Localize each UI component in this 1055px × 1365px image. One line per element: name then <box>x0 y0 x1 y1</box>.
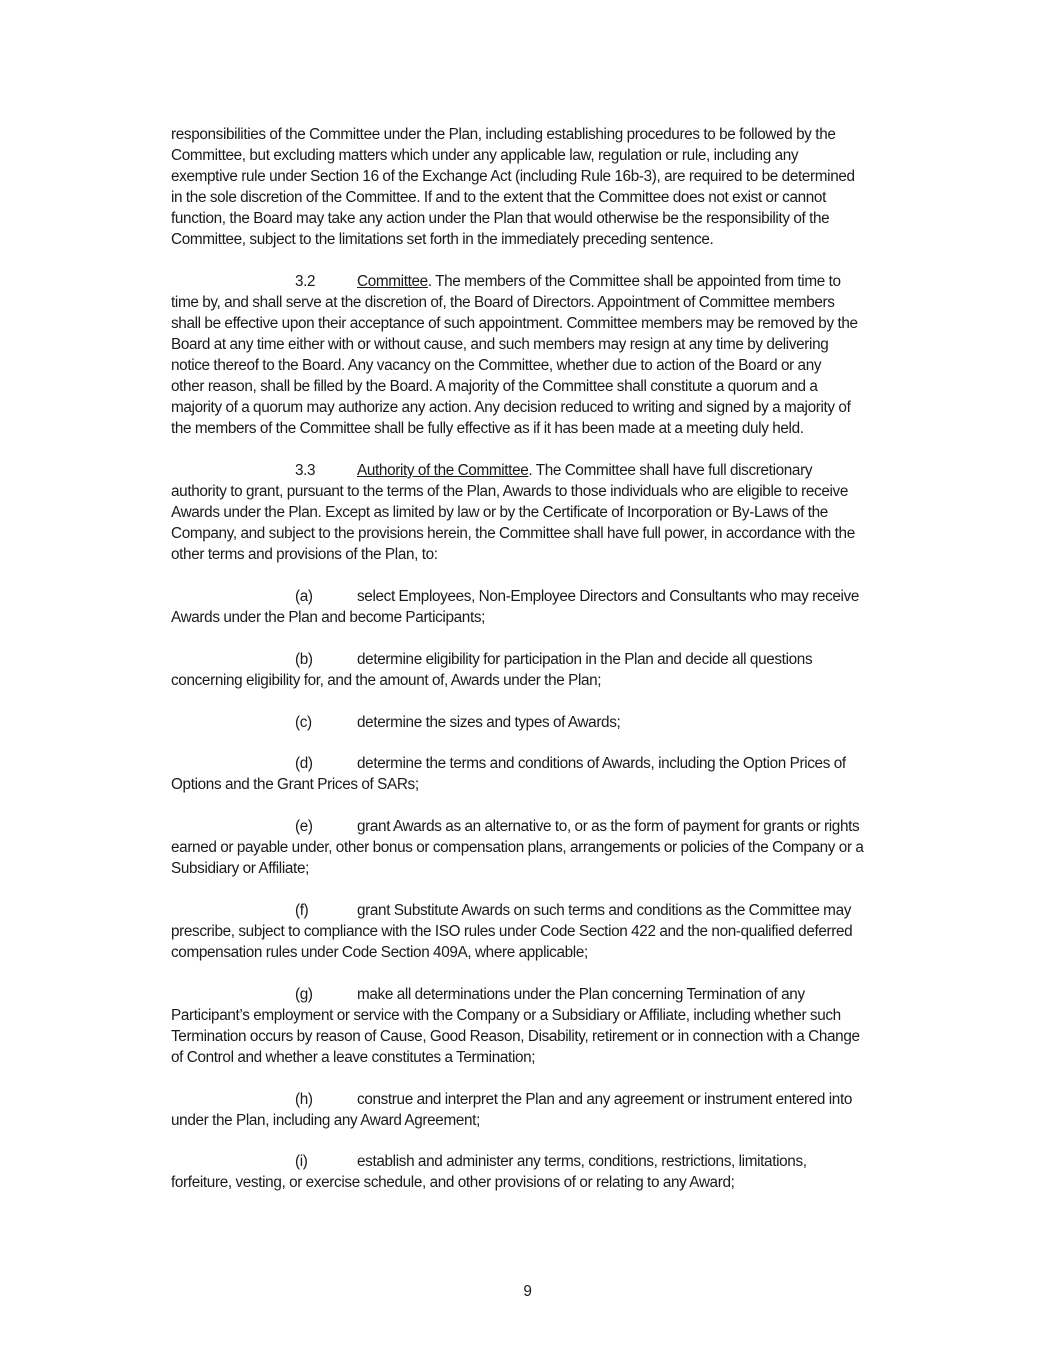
text-line: of Control and whether a leave constitutes a Termination; <box>171 1049 536 1066</box>
text-line: Subsidiary or Affiliate; <box>171 860 310 877</box>
text-line: other terms and provisions of the Plan, to: <box>171 546 438 563</box>
text-line: other reason, shall be filled by the Board. A majority of the Committee shall constitute a quorum and a <box>171 378 818 395</box>
item-text: grant Awards as an alternative to, or as the form of payment for grants or rights <box>357 818 860 835</box>
text-line: Options and the Grant Prices of SARs; <box>171 776 419 793</box>
section-heading: Authority of the Committee <box>357 462 529 479</box>
text-line: Termination occurs by reason of Cause, Good Reason, Disability, retirement or in connection with a Change <box>171 1028 860 1045</box>
item-text: determine the terms and conditions of Awards, including the Option Prices of <box>357 755 846 772</box>
item-label: (g) <box>295 986 313 1003</box>
section-text: . The Committee shall have full discretionary <box>528 462 813 479</box>
text-line: under the Plan, including any Award Agreement; <box>171 1112 480 1129</box>
item-label: (h) <box>295 1091 313 1108</box>
text-line: shall be effective upon their acceptance of such appointment. Committee members may be removed by the <box>171 315 858 332</box>
item-text: establish and administer any terms, conditions, restrictions, limitations, <box>357 1153 807 1170</box>
item-label: (e) <box>295 818 313 835</box>
item-text: select Employees, Non-Employee Directors and Consultants who may receive <box>357 588 860 605</box>
text-line: compensation rules under Code Section 409A, where applicable; <box>171 944 588 961</box>
item-label: (c) <box>295 714 312 731</box>
list-item-b <box>171 649 951 691</box>
item-text: determine eligibility for participation in the Plan and decide all questions <box>357 651 813 668</box>
list-item-g <box>171 984 951 1068</box>
text-line: Committee, but excluding matters which under any applicable law, regulation or rule, including any <box>171 147 799 164</box>
text-line: authority to grant, pursuant to the terms of the Plan, Awards to those individuals who are eligible to receive <box>171 483 848 500</box>
item-label: (b) <box>295 651 313 668</box>
list-item-c <box>171 712 951 733</box>
section-first-line <box>171 271 951 292</box>
text-line: in the sole discretion of the Committee. If and to the extent that the Committee does not exist or cannot <box>171 189 826 206</box>
section-number: 3.2 <box>295 273 316 290</box>
section-3-2 <box>171 271 951 439</box>
section-number: 3.3 <box>295 462 316 479</box>
intro-paragraph <box>171 124 951 250</box>
text-line: majority of a quorum may authorize any action. Any decision reduced to writing and signed by a majority of <box>171 399 851 416</box>
text-line: the members of the Committee shall be fully effective as if it has been made at a meeting duly held. <box>171 420 804 437</box>
text-line: forfeiture, vesting, or exercise schedule, and other provisions of or relating to any Award; <box>171 1174 735 1191</box>
item-text: determine the sizes and types of Awards; <box>357 714 621 731</box>
section-heading: Committee <box>357 273 428 290</box>
text-line: concerning eligibility for, and the amount of, Awards under the Plan; <box>171 672 602 689</box>
text-line: function, the Board may take any action under the Plan that would otherwise be the responsibility of the <box>171 210 830 227</box>
section-text: . The members of the Committee shall be appointed from time to <box>427 273 841 290</box>
item-text: make all determinations under the Plan concerning Termination of any <box>357 986 805 1003</box>
list-item-i <box>171 1151 951 1193</box>
list-item-e <box>171 816 951 879</box>
text-line: Awards under the Plan and become Participants; <box>171 609 486 626</box>
page-number: 9 <box>523 1283 532 1300</box>
section-3-3 <box>171 460 951 565</box>
item-label: (f) <box>295 902 309 919</box>
list-item-a <box>171 586 951 628</box>
text-line: time by, and shall serve at the discretion of, the Board of Directors. Appointment of Committee members <box>171 294 835 311</box>
list-item-f <box>171 900 951 963</box>
text-line: Awards under the Plan. Except as limited by law or by the Certificate of Incorporation or By-Laws of the <box>171 504 828 521</box>
item-label: (i) <box>295 1153 308 1170</box>
text-line: Company, and subject to the provisions herein, the Committee shall have full power, in accordance with the <box>171 525 855 542</box>
text-line: Committee, subject to the limitations set forth in the immediately preceding sentence. <box>171 231 714 248</box>
list-item-h <box>171 1089 951 1131</box>
item-text: construe and interpret the Plan and any agreement or instrument entered into <box>357 1091 853 1108</box>
section-first-line <box>171 460 951 481</box>
text-line: Board at any time either with or without cause, and such members may resign at any time by delivering <box>171 336 829 353</box>
list-item-d <box>171 753 951 795</box>
item-label: (d) <box>295 755 313 772</box>
text-line: exemptive rule under Section 16 of the Exchange Act (including Rule 16b-3), are required to be determined <box>171 168 855 185</box>
item-label: (a) <box>295 588 313 605</box>
text-line: earned or payable under, other bonus or compensation plans, arrangements or policies of the Company or a <box>171 839 864 856</box>
text-line: Participant’s employment or service with the Company or a Subsidiary or Affiliate, including whether such <box>171 1007 841 1024</box>
item-text: grant Substitute Awards on such terms and conditions as the Committee may <box>357 902 852 919</box>
text-line: responsibilities of the Committee under the Plan, including establishing procedures to be followed by the <box>171 126 836 143</box>
text-line: notice thereof to the Board. Any vacancy on the Committee, whether due to action of the Board or any <box>171 357 822 374</box>
text-line: prescribe, subject to compliance with the ISO rules under Code Section 422 and the non-qualified deferred <box>171 923 853 940</box>
